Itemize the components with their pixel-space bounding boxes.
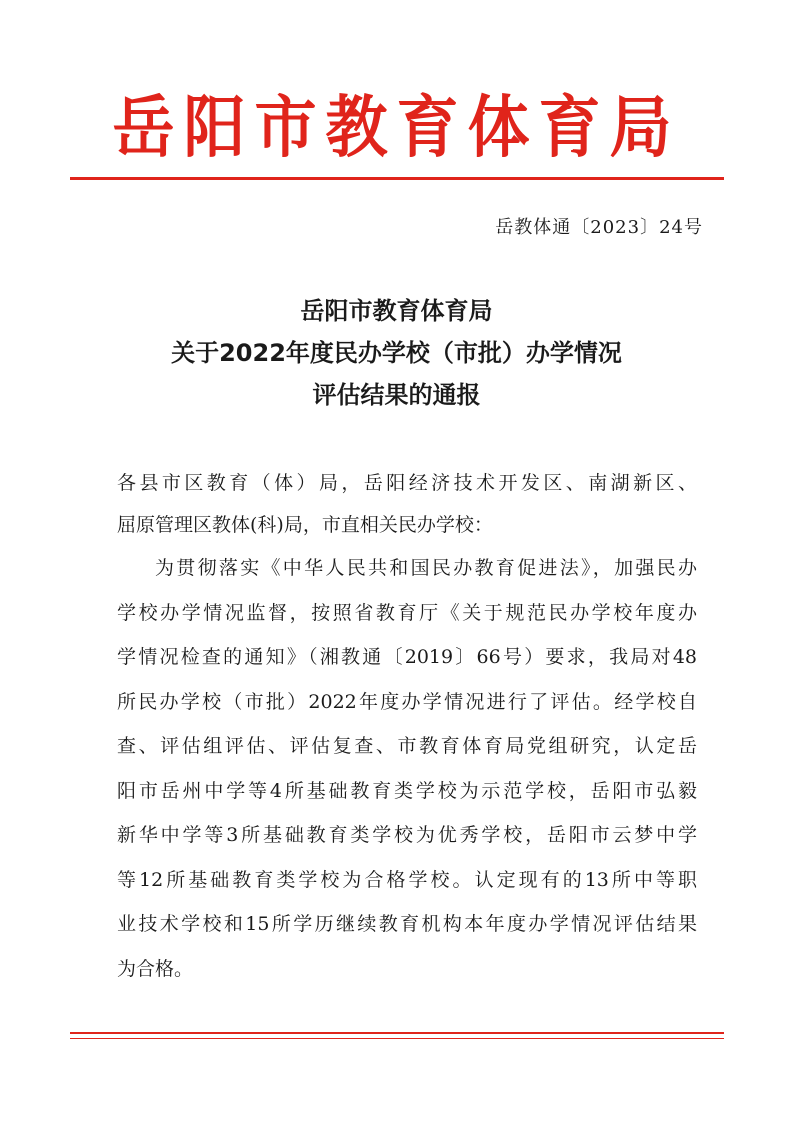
title-line: 评估结果的通报 bbox=[312, 381, 481, 409]
body-line: 业技术学校和15所学历继续教育机构本年度办学情况评估结果 bbox=[117, 913, 697, 935]
footer-divider-thick bbox=[70, 1032, 724, 1034]
body-line: 为贯彻落实《中华人民共和国民办教育促进法》，加强民办 bbox=[155, 557, 697, 579]
body-line: 等12所基础教育类学校为合格学校。认定现有的13所中等职 bbox=[117, 868, 697, 891]
addressee-line-2: 屈原管理区教体(科)局，市直相关民办学校： bbox=[117, 514, 493, 536]
title-line: 关于2022年度民办学校（市批）办学情况 bbox=[171, 339, 622, 367]
document-title bbox=[0, 290, 793, 416]
body-paragraph bbox=[117, 546, 697, 991]
body-line: 新华中学等3所基础教育类学校为优秀学校，岳阳市云梦中学 bbox=[117, 824, 697, 846]
document-number: 岳教体通〔2023〕24号 bbox=[495, 217, 703, 238]
body-line: 所民办学校（市批）2022年度办学情况进行了评估。经学校自 bbox=[117, 690, 697, 713]
masthead-title: 岳阳市教育体育局 bbox=[112, 88, 681, 167]
body-line: 学情况检查的通知》（湘教通〔2019〕66号）要求，我局对48 bbox=[117, 646, 697, 668]
footer-divider-thin bbox=[70, 1038, 724, 1039]
body-line: 为合格。 bbox=[117, 957, 194, 980]
body-line: 阳市岳州中学等4所基础教育类学校为示范学校，岳阳市弘毅 bbox=[117, 779, 697, 802]
body-line: 学校办学情况监督，按照省教育厅《关于规范民办学校年度办 bbox=[117, 601, 697, 624]
body-line: 查、评估组评估、评估复查、市教育体育局党组研究，认定岳 bbox=[117, 735, 697, 757]
title-line: 岳阳市教育体育局 bbox=[300, 297, 493, 325]
masthead-divider bbox=[70, 177, 724, 180]
addressee-line-1: 各县市区教育（体）局，岳阳经济技术开发区、南湖新区、 bbox=[117, 472, 697, 494]
